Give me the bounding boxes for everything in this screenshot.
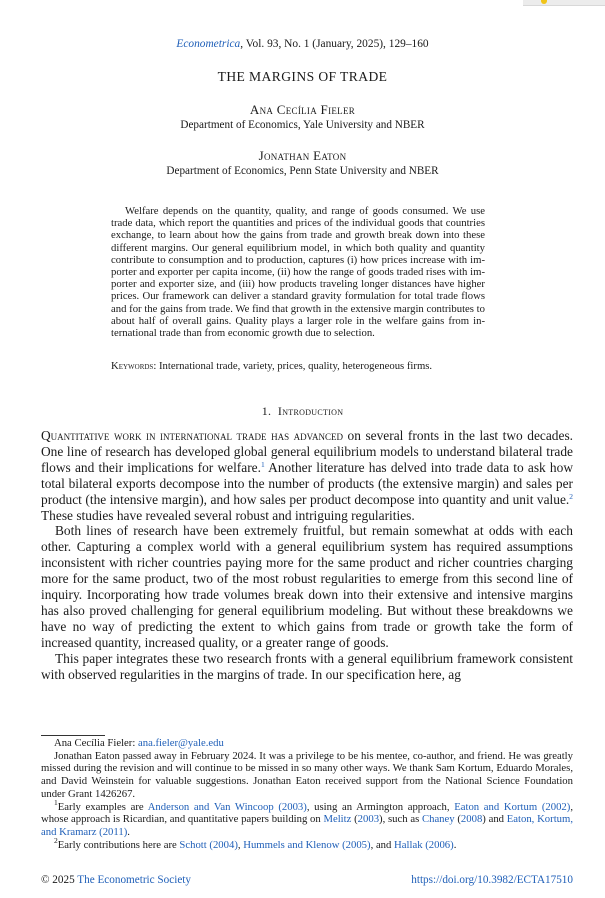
sentence: These studies have revealed several robust and intriguing regularities. bbox=[41, 507, 415, 523]
footnote-ref-1[interactable]: 1 bbox=[260, 459, 265, 469]
abstract: Welfare depends on the quantity, quality, and range of goods consumed. We use trade data, which report the quantities and prices of the individual goods that countries exchange, to learn about how the gains from trade and growth break down into these different margins. Our general equilibrium model, in which both quality and quantity contribute to consumption and to production, captures (i) how prices increase with importer and exporter per capita income, (ii) how the range of goods traded rises with importer and exporter size, and (iii) how products traveling longer distances have higher prices. Our framework can deliver a standard gravity formulation for total trade flows and for the gains from trade. We find that growth in the extensive margin contributes to about half of overall gains. Quality plays a larger role in the welfare gains from international trade than from economic growth due to selection. bbox=[111, 205, 485, 340]
contact-label: Ana Cecília Fieler: bbox=[54, 737, 138, 749]
copyright-text: © 2025 bbox=[41, 874, 78, 886]
body-paragraph: Both lines of research have been extremely fruitful, but remain somewhat at odds with each other. Capturing a complex world with a general equilibrium system has required assumptions inconsistent with richer countries paying more for the same product and richer countries charging more for the same product, two of the most robust regularities to emerge from this second line of inquiry. Incorporating how trade volumes break down into their extensive and intensive margins has also proved challenging for general equilibrium modeling. But without these breakdowns we have no way of predicting the extent to which gains from trade or growth take the form of increased quantity, increased quality, or a greater range of goods. bbox=[41, 523, 573, 650]
lead-in-caps: Quantitative work in international trade has advanced bbox=[41, 428, 343, 443]
body-text bbox=[41, 428, 573, 683]
footnote-text: . bbox=[453, 838, 457, 851]
sentence: Another literature has delved into trade data to ask how total bilateral exports decompose into the number of products (the extensive margin) and sales per product (the intensive margin), and how sales per product decompose into quantity and unit value. bbox=[41, 459, 573, 507]
page-footer bbox=[41, 874, 573, 886]
footnote-contact bbox=[41, 737, 573, 750]
footnotes bbox=[41, 737, 573, 851]
footnote-text: . bbox=[127, 825, 130, 838]
highlight-marker-icon bbox=[541, 0, 547, 4]
footnote-1 bbox=[41, 797, 573, 839]
footnote-mark: 1 bbox=[54, 797, 58, 807]
keywords-label: Keywords bbox=[111, 360, 154, 372]
sentence: on several fronts in the last two decades. One line of research has developed global general equilibrium models to understand bilateral trade flows and their implications for welfare. bbox=[41, 428, 574, 475]
footnote-divider bbox=[41, 735, 105, 736]
author-name: Ana Cecília Fieler bbox=[249, 102, 356, 117]
footnote-ref-2[interactable]: 2 bbox=[569, 491, 573, 501]
society-link[interactable]: The Econometric Society bbox=[77, 874, 191, 886]
email-link[interactable]: ana.fieler@yale.edu bbox=[138, 737, 224, 749]
reference-link[interactable]: Melitz bbox=[323, 813, 352, 826]
footnote-text: ), such as bbox=[379, 813, 422, 826]
reference-link[interactable]: 2008 bbox=[460, 813, 483, 826]
footnote-mark: 2 bbox=[54, 835, 58, 845]
footnote-text: ( bbox=[351, 813, 358, 826]
reference-link[interactable]: Eaton and Kortum (2002) bbox=[454, 800, 571, 813]
keywords bbox=[111, 360, 495, 373]
section-heading bbox=[0, 404, 605, 419]
footnote-text: Early examples are bbox=[57, 800, 148, 813]
doi-link[interactable]: https://doi.org/10.3982/ECTA17510 bbox=[411, 874, 573, 886]
journal-citation: , Vol. 93, No. 1 (January, 2025), 129–160 bbox=[240, 38, 429, 50]
footnote-acknowledgment: Jonathan Eaton passed away in February 2024. It was a privilege to be his mentee, co-author, and friend. He was greatly missed during the revision and will continue to be missed in so many other ways. We thank Sam Kortum, Eduardo Morales, and David Weinstein for valuable suggestions. Jonathan Eaton received support from the National Science Foundation under Grant 1426267. bbox=[41, 749, 573, 800]
keywords-text: : International trade, variety, prices, quality, heterogeneous firms. bbox=[153, 360, 433, 372]
reference-link[interactable]: 2003 bbox=[357, 813, 380, 826]
journal-header bbox=[0, 38, 605, 50]
paper-title: THE MARGINS OF TRADE bbox=[217, 69, 388, 84]
reference-link[interactable]: Anderson and Van Wincoop (2003) bbox=[147, 800, 307, 813]
reference-link[interactable]: Chaney bbox=[421, 813, 455, 826]
journal-link[interactable]: Econometrica bbox=[176, 38, 241, 50]
footnote-text: , using an Armington approach, bbox=[306, 800, 455, 813]
footnote-text: ( bbox=[454, 813, 461, 826]
reference-link[interactable]: Hallak (2006) bbox=[394, 838, 454, 851]
reference-link[interactable]: Schott (2004) bbox=[179, 838, 238, 851]
footnote-text: ) and bbox=[482, 813, 507, 826]
section-title: Introduction bbox=[277, 404, 344, 418]
footnote-text: , whose approach is Ricardian, and quantitative papers building on bbox=[41, 800, 573, 826]
footnote-2 bbox=[41, 835, 573, 852]
footnote-text: , bbox=[237, 838, 244, 851]
reference-link[interactable]: Eaton, Kortum, and Kramarz (2011) bbox=[41, 813, 573, 838]
toolbar-edge bbox=[523, 0, 605, 6]
footnote-text: Early contributions here are bbox=[57, 838, 180, 851]
footnote-text: , and bbox=[370, 838, 395, 851]
body-paragraph bbox=[41, 428, 573, 523]
reference-link[interactable]: Hummels and Klenow (2005) bbox=[243, 838, 371, 851]
author-affiliation: Department of Economics, Penn State University and NBER bbox=[166, 165, 439, 177]
author-affiliation: Department of Economics, Yale University and NBER bbox=[180, 119, 425, 131]
section-number: 1. bbox=[261, 404, 272, 418]
author-name: Jonathan Eaton bbox=[258, 148, 347, 163]
body-paragraph: This paper integrates these two research fronts with a general equilibrium framework consistent with observed regularities in the margins of trade. In our specification here, ag bbox=[41, 650, 573, 682]
